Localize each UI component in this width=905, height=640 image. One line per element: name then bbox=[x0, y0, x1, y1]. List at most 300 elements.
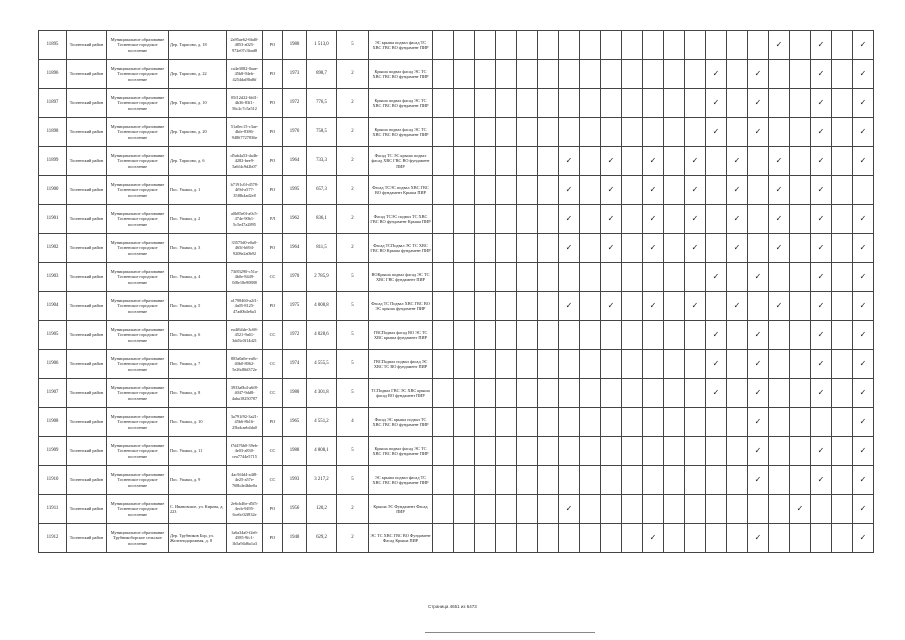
check-cell bbox=[790, 147, 811, 176]
check-cell bbox=[475, 495, 496, 524]
check-cell bbox=[832, 147, 853, 176]
build-year-cell: 1972 bbox=[283, 321, 307, 350]
wall-material-cell: РО bbox=[263, 31, 283, 60]
check-cell bbox=[853, 60, 874, 89]
check-cell bbox=[580, 524, 601, 553]
works-list-cell: ЭС крыша подвал фасад ТС ХВС ГВС ВО фундамент ПИР bbox=[369, 466, 433, 495]
check-cell bbox=[664, 524, 685, 553]
checkmark-icon: ✓ bbox=[859, 446, 867, 455]
wall-material-cell: СС bbox=[263, 350, 283, 379]
check-cell bbox=[622, 31, 643, 60]
check-cell bbox=[643, 89, 664, 118]
check-cell bbox=[622, 524, 643, 553]
check-cell bbox=[475, 118, 496, 147]
checkmark-icon: ✓ bbox=[817, 185, 825, 194]
check-cell bbox=[496, 495, 517, 524]
check-cell bbox=[832, 31, 853, 60]
check-cell bbox=[727, 437, 748, 466]
check-cell bbox=[580, 60, 601, 89]
checkmark-icon: ✓ bbox=[817, 98, 825, 107]
check-cell bbox=[853, 118, 874, 147]
check-cell bbox=[727, 379, 748, 408]
municipality-cell: Муниципальное образование Тосненское городское поселение bbox=[107, 437, 169, 466]
check-cell bbox=[790, 292, 811, 321]
check-cell bbox=[811, 176, 832, 205]
check-cell bbox=[853, 31, 874, 60]
check-cell bbox=[454, 524, 475, 553]
area-cell: 898,7 bbox=[307, 60, 337, 89]
address-cell: Дер. Тарасово, д. 10 bbox=[169, 89, 227, 118]
area-cell: 758,5 bbox=[307, 118, 337, 147]
check-cell bbox=[580, 321, 601, 350]
checkmark-icon: ✓ bbox=[817, 475, 825, 484]
build-year-cell: 1962 bbox=[283, 205, 307, 234]
check-cell bbox=[643, 495, 664, 524]
check-cell bbox=[790, 379, 811, 408]
table-row bbox=[39, 118, 874, 147]
check-cell bbox=[664, 408, 685, 437]
housing-register-table bbox=[38, 30, 874, 553]
check-cell bbox=[622, 292, 643, 321]
check-cell bbox=[601, 205, 622, 234]
checkmark-icon: ✓ bbox=[565, 214, 573, 223]
checkmark-icon: ✓ bbox=[754, 272, 762, 281]
check-cell bbox=[601, 292, 622, 321]
build-year-cell: 1965 bbox=[283, 408, 307, 437]
checkmark-icon: ✓ bbox=[754, 330, 762, 339]
district-cell: Тосненский район bbox=[67, 176, 107, 205]
check-cell bbox=[454, 147, 475, 176]
check-cell bbox=[832, 321, 853, 350]
check-cell bbox=[517, 466, 538, 495]
check-cell bbox=[601, 321, 622, 350]
check-cell bbox=[643, 263, 664, 292]
table-row bbox=[39, 495, 874, 524]
municipality-cell: Муниципальное образование Тосненское городское поселение bbox=[107, 350, 169, 379]
checkmark-icon: ✓ bbox=[796, 504, 804, 513]
works-list-cell: Фасад ЭС крыша подвал ТС ХВС ГВС ВО фундамент ПИР bbox=[369, 408, 433, 437]
guid-cell: 2e6cb46e-d5f5-4ecb-9495-6ce6c02f832e bbox=[227, 495, 263, 524]
district-cell: Тосненский район bbox=[67, 147, 107, 176]
table-row bbox=[39, 437, 874, 466]
check-cell bbox=[769, 176, 790, 205]
checkmark-icon: ✓ bbox=[691, 185, 699, 194]
guid-cell: ea4f64de-3c68-4521-9a61-3dd3c0f14d21 bbox=[227, 321, 263, 350]
check-cell bbox=[706, 350, 727, 379]
checkmark-icon: ✓ bbox=[859, 156, 867, 165]
address-cell: Пос. Ушаки, д. 9 bbox=[169, 466, 227, 495]
check-cell bbox=[580, 176, 601, 205]
check-cell bbox=[538, 495, 559, 524]
check-cell bbox=[601, 466, 622, 495]
district-cell: Тосненский район bbox=[67, 321, 107, 350]
wall-material-cell: РО bbox=[263, 234, 283, 263]
check-cell bbox=[811, 350, 832, 379]
check-cell bbox=[454, 89, 475, 118]
row-number: 11902 bbox=[39, 234, 67, 263]
checkmark-icon: ✓ bbox=[859, 330, 867, 339]
check-cell bbox=[664, 292, 685, 321]
check-cell bbox=[748, 350, 769, 379]
check-cell bbox=[727, 524, 748, 553]
check-cell bbox=[769, 321, 790, 350]
check-cell bbox=[790, 118, 811, 147]
check-cell bbox=[748, 466, 769, 495]
address-cell: С. Ивановское, ул. Кирова, д. 223 bbox=[169, 495, 227, 524]
check-cell bbox=[475, 263, 496, 292]
guid-cell: 51a0ec15-c3ae-4bfe-8386-94867727836e bbox=[227, 118, 263, 147]
check-cell bbox=[580, 408, 601, 437]
check-cell bbox=[580, 234, 601, 263]
check-cell bbox=[622, 379, 643, 408]
check-cell bbox=[853, 350, 874, 379]
address-cell: Дер. Тарасово, д. 6 bbox=[169, 147, 227, 176]
check-cell bbox=[832, 379, 853, 408]
table-row bbox=[39, 263, 874, 292]
check-cell bbox=[538, 263, 559, 292]
check-cell bbox=[433, 205, 454, 234]
footer-line bbox=[425, 632, 595, 633]
district-cell: Тосненский район bbox=[67, 89, 107, 118]
check-cell bbox=[769, 263, 790, 292]
checkmark-icon: ✓ bbox=[859, 475, 867, 484]
checkmark-icon: ✓ bbox=[859, 359, 867, 368]
check-cell bbox=[790, 89, 811, 118]
check-cell bbox=[706, 437, 727, 466]
check-cell bbox=[517, 147, 538, 176]
check-cell bbox=[475, 205, 496, 234]
address-cell: Пос. Ушаки, д. 11 bbox=[169, 437, 227, 466]
area-cell: 4 008,8 bbox=[307, 292, 337, 321]
check-cell bbox=[748, 379, 769, 408]
check-cell bbox=[559, 495, 580, 524]
check-cell bbox=[790, 408, 811, 437]
check-cell bbox=[496, 205, 517, 234]
check-cell bbox=[748, 524, 769, 553]
check-cell bbox=[454, 408, 475, 437]
check-cell bbox=[811, 321, 832, 350]
address-cell: Пос. Ушаки, д. 7 bbox=[169, 350, 227, 379]
check-cell bbox=[559, 31, 580, 60]
checkmark-icon: ✓ bbox=[565, 504, 573, 513]
check-cell bbox=[433, 321, 454, 350]
check-cell bbox=[643, 408, 664, 437]
checkmark-icon: ✓ bbox=[649, 301, 657, 310]
check-cell bbox=[433, 147, 454, 176]
area-cell: 811,5 bbox=[307, 234, 337, 263]
works-list-cell: Крыша подвал фасад ЭС ТС ХВС ГВС ВО фундамент ПИР bbox=[369, 60, 433, 89]
check-cell bbox=[748, 205, 769, 234]
check-cell bbox=[454, 321, 475, 350]
area-cell: 4 301,8 bbox=[307, 379, 337, 408]
check-cell bbox=[517, 89, 538, 118]
check-cell bbox=[769, 147, 790, 176]
check-cell bbox=[790, 466, 811, 495]
check-cell bbox=[643, 350, 664, 379]
check-cell bbox=[517, 350, 538, 379]
checkmark-icon: ✓ bbox=[859, 504, 867, 513]
wall-material-cell: РО bbox=[263, 89, 283, 118]
floors-cell: 5 bbox=[337, 350, 369, 379]
check-cell bbox=[664, 89, 685, 118]
area-cell: 4 808,1 bbox=[307, 437, 337, 466]
floors-cell: 2 bbox=[337, 118, 369, 147]
check-cell bbox=[622, 60, 643, 89]
guid-cell: d5ab4a53-da4b-4282-bee9-5a6f4c9d2b07 bbox=[227, 147, 263, 176]
check-cell bbox=[706, 292, 727, 321]
check-cell bbox=[706, 408, 727, 437]
check-cell bbox=[685, 408, 706, 437]
check-cell bbox=[811, 466, 832, 495]
check-cell bbox=[769, 31, 790, 60]
check-cell bbox=[475, 466, 496, 495]
checkmark-icon: ✓ bbox=[817, 40, 825, 49]
check-cell bbox=[559, 147, 580, 176]
check-cell bbox=[685, 524, 706, 553]
check-cell bbox=[538, 205, 559, 234]
check-cell bbox=[559, 176, 580, 205]
check-cell bbox=[580, 466, 601, 495]
check-cell bbox=[790, 437, 811, 466]
check-cell bbox=[832, 263, 853, 292]
floors-cell: 5 bbox=[337, 31, 369, 60]
check-cell bbox=[664, 205, 685, 234]
check-cell bbox=[517, 31, 538, 60]
check-cell bbox=[517, 60, 538, 89]
district-cell: Тосненский район bbox=[67, 118, 107, 147]
wall-material-cell: РО bbox=[263, 495, 283, 524]
checkmark-icon: ✓ bbox=[817, 359, 825, 368]
municipality-cell: Муниципальное образование Тосненское городское поселение bbox=[107, 263, 169, 292]
check-cell bbox=[685, 466, 706, 495]
build-year-cell: 1975 bbox=[283, 292, 307, 321]
district-cell: Тосненский район bbox=[67, 466, 107, 495]
check-cell bbox=[748, 89, 769, 118]
check-cell bbox=[832, 118, 853, 147]
checkmark-icon: ✓ bbox=[775, 243, 783, 252]
check-cell bbox=[433, 292, 454, 321]
check-cell bbox=[853, 292, 874, 321]
guid-cell: 4ac9f4d4-a4f8-4e25-a57e-768b4e4bbe0a bbox=[227, 466, 263, 495]
municipality-cell: Муниципальное образование Тосненское городское поселение bbox=[107, 147, 169, 176]
check-cell bbox=[727, 466, 748, 495]
table-row bbox=[39, 524, 874, 553]
check-cell bbox=[538, 176, 559, 205]
district-cell: Тосненский район bbox=[67, 524, 107, 553]
works-list-cell: Фасад ТС ЭС крыша подвал фасад ХВС ГВС ВО фундамент ПИР bbox=[369, 147, 433, 176]
address-cell: Пос. Ушаки, д. 6 bbox=[169, 321, 227, 350]
check-cell bbox=[475, 292, 496, 321]
check-cell bbox=[601, 350, 622, 379]
check-cell bbox=[601, 31, 622, 60]
works-list-cell: Фасад ТСПодвал ЭС ТС ХВС ГВС ВО Крыша фундамент ПИР bbox=[369, 234, 433, 263]
check-cell bbox=[769, 292, 790, 321]
checkmark-icon: ✓ bbox=[859, 40, 867, 49]
check-cell bbox=[433, 495, 454, 524]
build-year-cell: 1956 bbox=[283, 495, 307, 524]
check-cell bbox=[832, 524, 853, 553]
guid-cell: 3933a0b4-a6f8-4047-9dd8-4aba18250787 bbox=[227, 379, 263, 408]
check-cell bbox=[664, 118, 685, 147]
address-cell: Дер. Тарасово, д. 22 bbox=[169, 60, 227, 89]
area-cell: 836,1 bbox=[307, 205, 337, 234]
floors-cell: 2 bbox=[337, 89, 369, 118]
address-cell: Пос. Ушаки, д. 5 bbox=[169, 292, 227, 321]
check-cell bbox=[853, 263, 874, 292]
check-cell bbox=[643, 437, 664, 466]
check-cell bbox=[622, 408, 643, 437]
checkmark-icon: ✓ bbox=[859, 388, 867, 397]
table-row bbox=[39, 176, 874, 205]
works-list-cell: ВОКрыша подвал фасад ЭС ТС ХВС ГВС фундамент ПИР bbox=[369, 263, 433, 292]
check-cell bbox=[853, 147, 874, 176]
check-cell bbox=[769, 379, 790, 408]
check-cell bbox=[769, 437, 790, 466]
check-cell bbox=[601, 89, 622, 118]
check-cell bbox=[748, 60, 769, 89]
check-cell bbox=[559, 321, 580, 350]
guid-cell: 33575d0-e0a0-465f-b694-9208e2a0b92 bbox=[227, 234, 263, 263]
municipality-cell: Муниципальное образование Тосненское городское поселение bbox=[107, 89, 169, 118]
works-list-cell: ГВСПодвал подвал фасад ЭС ХВС ТС ВО фундамент ПИР bbox=[369, 350, 433, 379]
check-cell bbox=[748, 495, 769, 524]
check-cell bbox=[538, 234, 559, 263]
row-number: 11903 bbox=[39, 263, 67, 292]
area-cell: 629,2 bbox=[307, 524, 337, 553]
check-cell bbox=[643, 31, 664, 60]
check-cell bbox=[475, 147, 496, 176]
check-cell bbox=[769, 350, 790, 379]
address-cell: Пос. Ушаки, д. 8 bbox=[169, 379, 227, 408]
check-cell bbox=[832, 437, 853, 466]
check-cell bbox=[748, 263, 769, 292]
guid-cell: 2a95ae62-6bd0-4853-a025-972e07c3bad8 bbox=[227, 31, 263, 60]
guid-cell: a0b85e0f-a0c5-474e-90b1-5c5e47a2895 bbox=[227, 205, 263, 234]
check-cell bbox=[664, 321, 685, 350]
check-cell bbox=[769, 495, 790, 524]
check-cell bbox=[811, 437, 832, 466]
check-cell bbox=[706, 118, 727, 147]
works-list-cell: Крыша ЭС Фундамент Фасад ПИР bbox=[369, 495, 433, 524]
check-cell bbox=[832, 89, 853, 118]
checkmark-icon: ✓ bbox=[859, 243, 867, 252]
check-cell bbox=[622, 205, 643, 234]
check-cell bbox=[496, 234, 517, 263]
works-list-cell: ЭС ТС ХВС ГВС ВО Фундамент Фасад Крыша ПИР bbox=[369, 524, 433, 553]
address-cell: Пос. Ушаки, д. 2 bbox=[169, 205, 227, 234]
check-cell bbox=[685, 205, 706, 234]
address-cell: Пос. Ушаки, д. 3 bbox=[169, 234, 227, 263]
check-cell bbox=[664, 379, 685, 408]
check-cell bbox=[664, 466, 685, 495]
check-cell bbox=[517, 263, 538, 292]
check-cell bbox=[748, 31, 769, 60]
checkmark-icon: ✓ bbox=[565, 301, 573, 310]
works-list-cell: Фасад ТСЭС подвал ХВС ГВС ВО фундамент Крыша ПИР bbox=[369, 176, 433, 205]
row-number: 11899 bbox=[39, 147, 67, 176]
check-cell bbox=[643, 234, 664, 263]
check-cell bbox=[769, 118, 790, 147]
check-cell bbox=[706, 89, 727, 118]
floors-cell: 2 bbox=[337, 495, 369, 524]
check-cell bbox=[727, 60, 748, 89]
check-cell bbox=[727, 234, 748, 263]
check-cell bbox=[601, 263, 622, 292]
check-cell bbox=[853, 176, 874, 205]
check-cell bbox=[811, 60, 832, 89]
works-list-cell: ГВСПодвал фасад ВО ЭС ТС ХВС крыша фундамент ПИР bbox=[369, 321, 433, 350]
check-cell bbox=[517, 176, 538, 205]
wall-material-cell: СС bbox=[263, 466, 283, 495]
check-cell bbox=[538, 437, 559, 466]
checkmark-icon: ✓ bbox=[754, 98, 762, 107]
checkmark-icon: ✓ bbox=[712, 98, 720, 107]
check-cell bbox=[832, 466, 853, 495]
row-number: 11904 bbox=[39, 292, 67, 321]
check-cell bbox=[811, 118, 832, 147]
check-cell bbox=[685, 89, 706, 118]
check-cell bbox=[832, 234, 853, 263]
address-cell: Пос. Ушаки, д. 10 bbox=[169, 408, 227, 437]
check-cell bbox=[454, 437, 475, 466]
guid-cell: f7d476b0-39eb-4e03-a830-cea7744e5715 bbox=[227, 437, 263, 466]
check-cell bbox=[559, 350, 580, 379]
check-cell bbox=[475, 176, 496, 205]
checkmark-icon: ✓ bbox=[649, 533, 657, 542]
check-cell bbox=[706, 147, 727, 176]
area-cell: 2 785,9 bbox=[307, 263, 337, 292]
check-cell bbox=[538, 31, 559, 60]
checkmark-icon: ✓ bbox=[817, 446, 825, 455]
check-cell bbox=[622, 234, 643, 263]
check-cell bbox=[517, 292, 538, 321]
check-cell bbox=[706, 524, 727, 553]
checkmark-icon: ✓ bbox=[775, 40, 783, 49]
check-cell bbox=[622, 350, 643, 379]
build-year-cell: 1973 bbox=[283, 60, 307, 89]
check-cell bbox=[748, 118, 769, 147]
wall-material-cell: РО bbox=[263, 60, 283, 89]
check-cell bbox=[454, 292, 475, 321]
checkmark-icon: ✓ bbox=[754, 475, 762, 484]
floors-cell: 5 bbox=[337, 263, 369, 292]
checkmark-icon: ✓ bbox=[859, 127, 867, 136]
guid-cell: a1798460-a2f1-4a05-8125-47ad0b4e6a3 bbox=[227, 292, 263, 321]
check-cell bbox=[685, 31, 706, 60]
table-row bbox=[39, 321, 874, 350]
row-number: 11906 bbox=[39, 350, 67, 379]
check-cell bbox=[517, 234, 538, 263]
check-cell bbox=[496, 118, 517, 147]
table-row bbox=[39, 350, 874, 379]
municipality-cell: Муниципальное образование Тосненское городское поселение bbox=[107, 379, 169, 408]
check-cell bbox=[622, 118, 643, 147]
checkmark-icon: ✓ bbox=[565, 243, 573, 252]
row-number: 11900 bbox=[39, 176, 67, 205]
checkmark-icon: ✓ bbox=[817, 69, 825, 78]
floors-cell: 2 bbox=[337, 205, 369, 234]
municipality-cell: Муниципальное образование Тосненское городское поселение bbox=[107, 292, 169, 321]
check-cell bbox=[622, 263, 643, 292]
row-number: 11901 bbox=[39, 205, 67, 234]
check-cell bbox=[454, 379, 475, 408]
checkmark-icon: ✓ bbox=[712, 330, 720, 339]
municipality-cell: Муниципальное образование Тосненское городское поселение bbox=[107, 466, 169, 495]
district-cell: Тосненский район bbox=[67, 60, 107, 89]
municipality-cell: Муниципальное образование Тосненское городское поселение bbox=[107, 176, 169, 205]
check-cell bbox=[811, 495, 832, 524]
check-cell bbox=[559, 437, 580, 466]
